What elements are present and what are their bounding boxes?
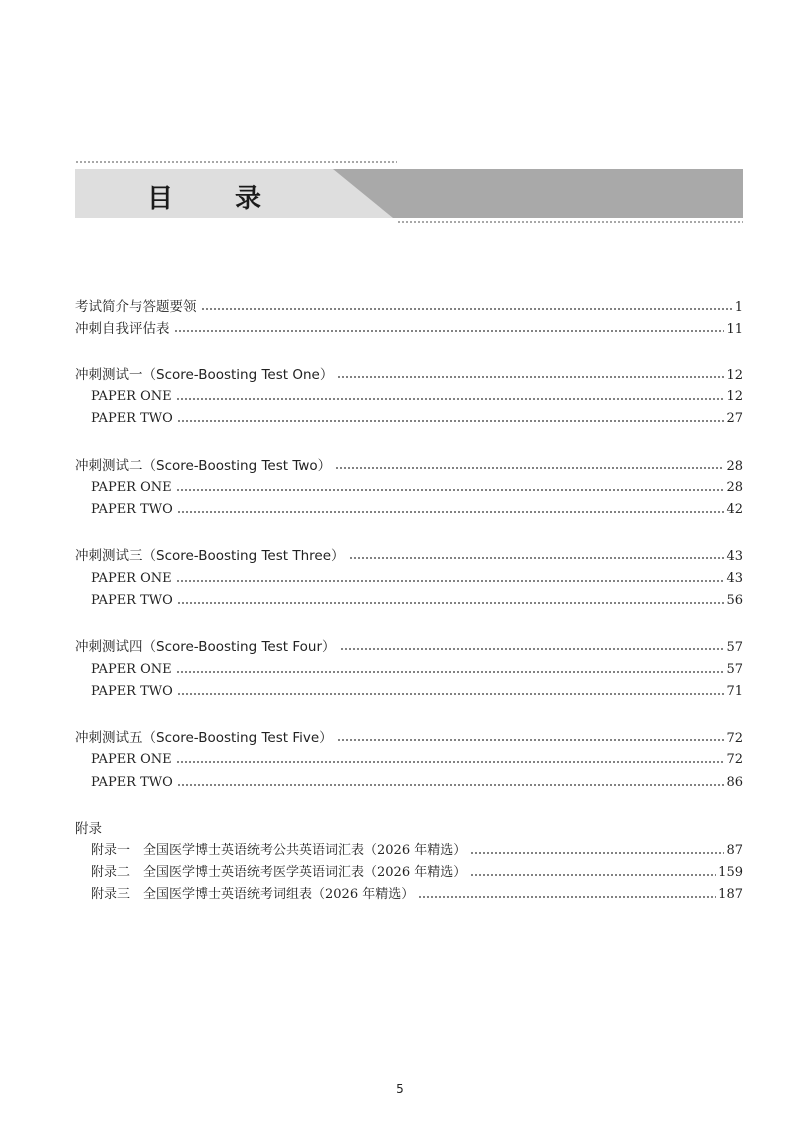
dot-leader — [418, 895, 716, 899]
toc-entry-label: PAPER TWO — [91, 411, 173, 426]
toc-entry-test-5-paper-one[interactable] — [75, 749, 743, 771]
dot-leader — [176, 670, 725, 674]
toc-entry-page: 72 — [726, 731, 743, 746]
page-title — [75, 169, 365, 218]
dot-leader — [340, 647, 725, 651]
dot-leader — [176, 397, 725, 401]
dot-leader — [177, 692, 725, 696]
toc-entry-page: 11 — [726, 322, 743, 337]
toc-entry-label: PAPER TWO — [91, 775, 173, 790]
dot-leader — [337, 375, 724, 379]
dot-leader — [176, 488, 725, 492]
toc-entry-page: 27 — [726, 411, 743, 426]
toc-entry-label: 冲刺测试二（Score-Boosting Test Two） — [75, 458, 332, 474]
dot-leader — [335, 466, 724, 470]
dot-leader — [349, 556, 725, 560]
toc-entry-label: 冲刺测试三（Score-Boosting Test Three） — [75, 548, 345, 564]
toc-entry-label: 附录二 全国医学博士英语统考医学英语词汇表（2026 年精选） — [91, 865, 467, 880]
toc-entry-page: 12 — [726, 389, 743, 404]
toc-entry-page: 187 — [718, 887, 743, 902]
toc-entry-label: 附录一 全国医学博士英语统考公共英语词汇表（2026 年精选） — [91, 843, 467, 858]
dot-leader — [177, 601, 725, 605]
dot-leader — [470, 873, 716, 877]
toc-entry-label: PAPER TWO — [91, 684, 173, 699]
title-char-2: 录 — [235, 184, 262, 214]
toc-entry-page: 43 — [726, 549, 743, 564]
toc-entry-label: PAPER ONE — [91, 752, 172, 767]
toc-entry-page: 57 — [726, 662, 743, 677]
toc-entry-test-1-paper-one[interactable] — [75, 386, 743, 408]
toc-entry-test-3-paper-one[interactable] — [75, 568, 743, 590]
toc-entry-test-5-paper-two[interactable] — [75, 772, 743, 794]
toc-entry-page: 56 — [726, 593, 743, 608]
toc-entry-appendix-2[interactable] — [75, 862, 743, 884]
toc-entry-test-4-paper-two[interactable] — [75, 681, 743, 703]
dot-leader — [201, 307, 733, 311]
toc-entry-label: PAPER ONE — [91, 571, 172, 586]
toc-entry-page: 28 — [726, 459, 743, 474]
toc-entry-page: 86 — [726, 775, 743, 790]
page-number: 5 — [396, 1082, 404, 1096]
toc-entry-test-3[interactable] — [75, 545, 743, 567]
dot-leader — [177, 510, 725, 514]
toc-entry-label: 考试简介与答题要领 — [75, 299, 197, 315]
toc-entry-label: 冲刺测试五（Score-Boosting Test Five） — [75, 730, 333, 746]
toc-entry-page: 12 — [726, 368, 743, 383]
toc-entry-intro[interactable] — [75, 296, 743, 318]
toc-entry-label: 冲刺自我评估表 — [75, 321, 170, 337]
dot-leader — [174, 329, 725, 333]
top-dotted-rule — [75, 161, 397, 163]
title-banner — [75, 169, 743, 218]
toc-entry-label: PAPER TWO — [91, 593, 173, 608]
toc-entry-page: 57 — [726, 640, 743, 655]
toc-entry-test-2-paper-one[interactable] — [75, 477, 743, 499]
toc-entry-page: 72 — [726, 752, 743, 767]
toc-entry-page: 43 — [726, 571, 743, 586]
dot-leader — [176, 760, 725, 764]
toc-entry-label: 冲刺测试一（Score-Boosting Test One） — [75, 367, 334, 383]
title-char-1: 目 — [147, 184, 174, 214]
toc-entry-label: 冲刺测试四（Score-Boosting Test Four） — [75, 639, 336, 655]
toc-entry-label: PAPER ONE — [91, 662, 172, 677]
toc-entry-label: PAPER ONE — [91, 389, 172, 404]
toc-entry-test-5[interactable] — [75, 727, 743, 749]
toc-entry-label: PAPER TWO — [91, 502, 173, 517]
appendix-heading: 附录 — [75, 821, 102, 837]
toc-entry-test-2-paper-two[interactable] — [75, 499, 743, 521]
toc-entry-label: PAPER ONE — [91, 480, 172, 495]
bottom-dotted-rule — [397, 221, 743, 223]
toc-entry-page: 28 — [726, 480, 743, 495]
dot-leader — [337, 738, 725, 742]
toc-entry-test-2[interactable] — [75, 455, 743, 477]
toc-entry-label: 附录三 全国医学博士英语统考词组表（2026 年精选） — [91, 887, 415, 902]
toc-entry-appendix-3[interactable] — [75, 884, 743, 906]
toc-entry-page: 71 — [726, 684, 743, 699]
toc-entry-test-1[interactable] — [75, 364, 743, 386]
toc-entry-page: 87 — [726, 843, 743, 858]
toc-entry-self-eval[interactable] — [75, 318, 743, 340]
dot-leader — [470, 851, 724, 855]
dot-leader — [177, 783, 725, 787]
toc-entry-page: 1 — [734, 300, 743, 315]
toc-entry-appendix-1[interactable] — [75, 840, 743, 862]
toc-entry-page: 159 — [718, 865, 743, 880]
toc-entry-test-1-paper-two[interactable] — [75, 408, 743, 430]
toc-entry-test-3-paper-two[interactable] — [75, 590, 743, 612]
toc-entry-page: 42 — [726, 502, 743, 517]
toc-entry-test-4[interactable] — [75, 636, 743, 658]
dot-leader — [176, 579, 725, 583]
toc-entry-test-4-paper-one[interactable] — [75, 659, 743, 681]
dot-leader — [177, 419, 725, 423]
